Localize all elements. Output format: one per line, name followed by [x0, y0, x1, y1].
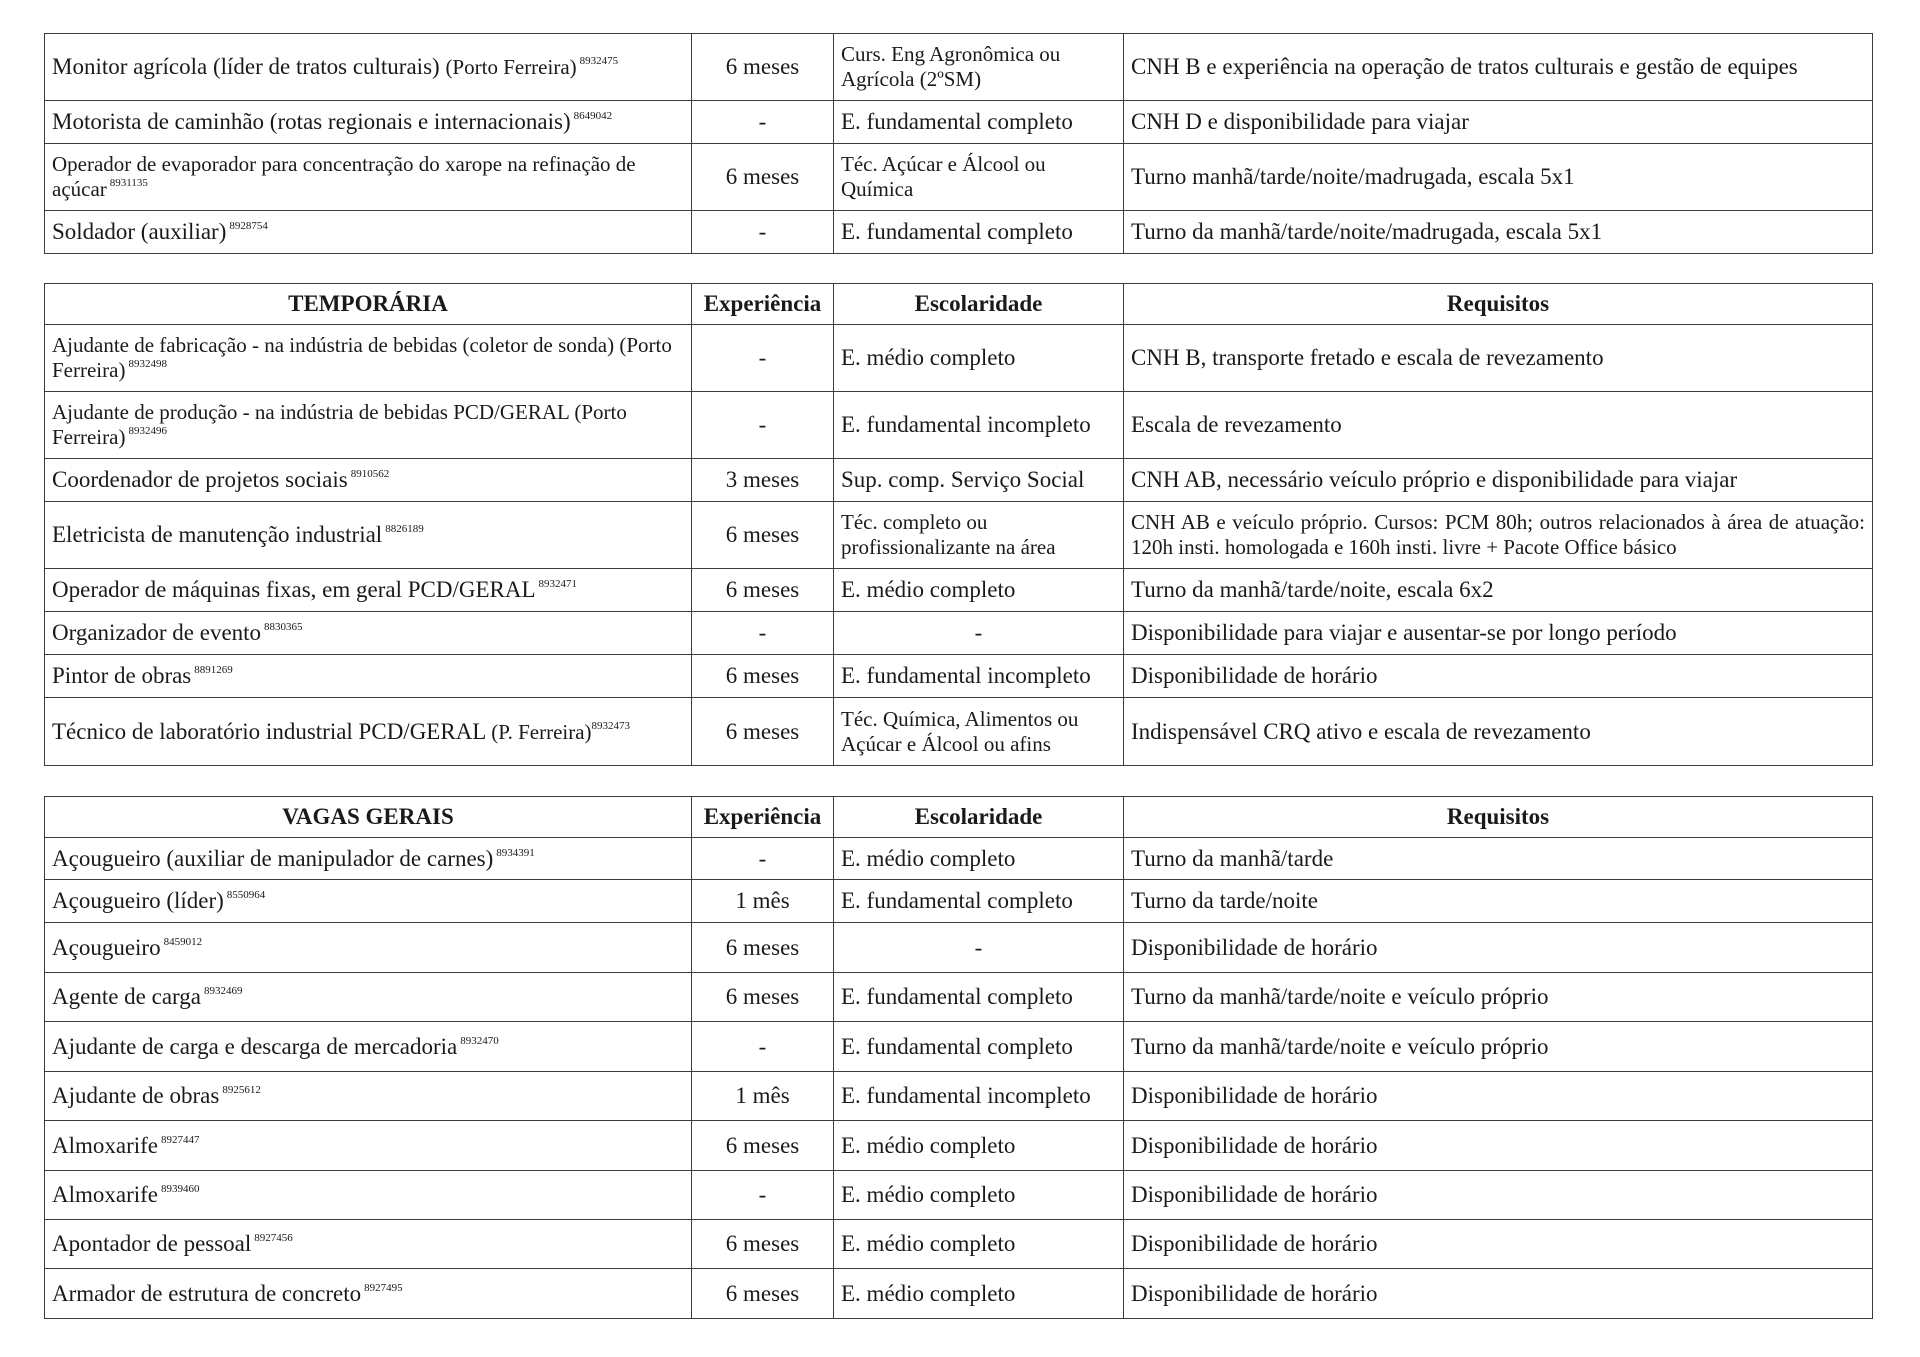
table-row — [45, 325, 1873, 392]
job-code: 8459012 — [163, 935, 203, 948]
job-title-cell: Apontador de pessoal $^{8927456}$ — [45, 1220, 692, 1269]
experience-cell: - — [692, 325, 834, 392]
job-title-cell: Operador de máquinas fixas, em geral PCD/GERAL $^{8932471}$ — [45, 569, 692, 612]
table-row — [45, 1072, 1873, 1121]
requirements-cell: Turno da manhã/tarde/noite e veículo próprio — [1124, 973, 1873, 1022]
experience-cell: 6 meses — [692, 34, 834, 101]
job-code: 8925612 — [222, 1084, 261, 1096]
experience-cell: 6 meses — [692, 1220, 834, 1269]
job-code: 8927447 — [161, 1133, 200, 1146]
education-cell: E. fundamental completo — [834, 211, 1124, 254]
job-title-cell: Almoxarife $^{8939460}$ — [45, 1171, 692, 1220]
column-header-experience: Experiência — [692, 797, 834, 838]
education-cell: E. fundamental completo — [834, 101, 1124, 144]
job-code: 8932470 — [460, 1034, 499, 1047]
table-row — [45, 211, 1873, 254]
job-title-cell: Armador de estrutura de concreto $^{8927495}$ — [45, 1269, 692, 1319]
experience-cell: 3 meses — [692, 459, 834, 502]
table-header-row — [45, 797, 1873, 838]
requirements-cell: CNH D e disponibilidade para viajar — [1124, 101, 1873, 144]
section-title: VAGAS GERAIS — [45, 797, 692, 838]
requirements-cell: Disponibilidade de horário — [1124, 1121, 1873, 1171]
experience-cell: - — [692, 838, 834, 880]
job-title-cell: Ajudante de fabricação - na indústria de bebidas (coletor de sonda) (Porto Ferreira) $^{8932498}$ — [45, 325, 692, 392]
column-header-experience: Experiência — [692, 284, 834, 325]
requirements-cell: CNH AB e veículo próprio. Cursos: PCM 80h; outros relacionados à área de atuação: 120h insti. homologada e 160h insti. livre + Pacote Office básico — [1124, 502, 1873, 569]
general-jobs-table — [44, 796, 1873, 1319]
table-row — [45, 838, 1873, 880]
job-code: 8830365 — [264, 621, 303, 633]
table-row — [45, 923, 1873, 973]
experience-cell: 6 meses — [692, 1121, 834, 1171]
job-table-continued — [44, 33, 1873, 254]
education-cell: Curs. Eng Agronômica ou Agrícola (2ºSM) — [834, 34, 1124, 101]
experience-cell: - — [692, 101, 834, 144]
education-cell: E. fundamental incompleto — [834, 1072, 1124, 1121]
table-row — [45, 502, 1873, 569]
requirements-cell: Disponibilidade de horário — [1124, 655, 1873, 698]
requirements-cell: Disponibilidade de horário — [1124, 1269, 1873, 1319]
education-cell: Sup. comp. Serviço Social — [834, 459, 1124, 502]
job-code: 8932469 — [204, 985, 243, 997]
experience-cell: 6 meses — [692, 1269, 834, 1319]
column-header-requirements: Requisitos — [1124, 797, 1873, 838]
requirements-cell: Turno da manhã/tarde — [1124, 838, 1873, 880]
requirements-cell: Disponibilidade de horário — [1124, 1220, 1873, 1269]
table-header-row — [45, 284, 1873, 325]
table-row — [45, 1220, 1873, 1269]
requirements-cell: CNH B e experiência na operação de tratos culturais e gestão de equipes — [1124, 34, 1873, 101]
job-code: 8927495 — [364, 1281, 403, 1294]
education-cell: Téc. Química, Alimentos ou Açúcar e Álcool ou afins — [834, 698, 1124, 766]
job-code: 8934391 — [496, 846, 535, 859]
education-cell: E. médio completo — [834, 1171, 1124, 1220]
job-title-cell: Açougueiro (auxiliar de manipulador de carnes) $^{8934391}$ — [45, 838, 692, 880]
job-code: 8826189 — [385, 523, 424, 535]
education-cell: - — [834, 923, 1124, 973]
requirements-cell: Disponibilidade de horário — [1124, 1072, 1873, 1121]
job-title-cell: Coordenador de projetos sociais $^{8910562}$ — [45, 459, 692, 502]
job-code: 8891269 — [194, 664, 233, 676]
job-code: 8649042 — [573, 110, 613, 122]
experience-cell: 6 meses — [692, 923, 834, 973]
education-cell: E. fundamental completo — [834, 880, 1124, 923]
job-title-cell: Motorista de caminhão (rotas regionais e internacionais) $^{8649042}$ — [45, 101, 692, 144]
education-cell: - — [834, 612, 1124, 655]
job-code: 8927456 — [254, 1232, 293, 1244]
requirements-cell: CNH B, transporte fretado e escala de revezamento — [1124, 325, 1873, 392]
section-title: TEMPORÁRIA — [45, 284, 692, 325]
job-code: 8932473 — [591, 719, 631, 732]
experience-cell: 1 mês — [692, 1072, 834, 1121]
job-code: 8932471 — [538, 578, 578, 590]
education-cell: E. fundamental incompleto — [834, 392, 1124, 459]
experience-cell: 1 mês — [692, 880, 834, 923]
table-row — [45, 144, 1873, 211]
table-row — [45, 459, 1873, 502]
temporary-jobs-table — [44, 283, 1873, 766]
experience-cell: 6 meses — [692, 569, 834, 612]
table-row — [45, 1121, 1873, 1171]
experience-cell: 6 meses — [692, 655, 834, 698]
education-cell: E. fundamental incompleto — [834, 655, 1124, 698]
job-title-cell: Açougueiro $^{8459012}$ — [45, 923, 692, 973]
table-row — [45, 34, 1873, 101]
education-cell: E. médio completo — [834, 1220, 1124, 1269]
job-title-cell: Ajudante de produção - na indústria de bebidas PCD/GERAL (Porto Ferreira) $^{8932496}$ — [45, 392, 692, 459]
table-row — [45, 569, 1873, 612]
experience-cell: - — [692, 1171, 834, 1220]
education-cell: E. fundamental completo — [834, 1022, 1124, 1072]
table-row — [45, 698, 1873, 766]
requirements-cell: Disponibilidade para viajar e ausentar-se por longo período — [1124, 612, 1873, 655]
job-title-cell: Ajudante de carga e descarga de mercadoria $^{8932470}$ — [45, 1022, 692, 1072]
job-title-cell: Técnico de laboratório industrial PCD/GERAL (P. Ferreira)$^{8932473}$ — [45, 698, 692, 766]
job-title-cell: Ajudante de obras $^{8925612}$ — [45, 1072, 692, 1121]
education-cell: E. médio completo — [834, 838, 1124, 880]
job-title-cell: Açougueiro (líder) $^{8550964}$ — [45, 880, 692, 923]
experience-cell: - — [692, 211, 834, 254]
experience-cell: - — [692, 612, 834, 655]
table-row — [45, 1022, 1873, 1072]
job-code: 8910562 — [350, 468, 390, 480]
job-location: (P. Ferreira) — [491, 719, 592, 744]
job-title-cell: Agente de carga $^{8932469}$ — [45, 973, 692, 1022]
job-title-cell: Monitor agrícola (líder de tratos culturais) (Porto Ferreira) $^{8932475}$ — [45, 34, 692, 101]
job-code: 8932496 — [128, 425, 167, 437]
experience-cell: 6 meses — [692, 698, 834, 766]
requirements-cell: Escala de revezamento — [1124, 392, 1873, 459]
requirements-cell: Disponibilidade de horário — [1124, 1171, 1873, 1220]
table-row — [45, 655, 1873, 698]
education-cell: Téc. completo ou profissionalizante na área — [834, 502, 1124, 569]
table-row — [45, 612, 1873, 655]
job-code: 8928754 — [229, 220, 268, 232]
job-title-cell: Organizador de evento $^{8830365}$ — [45, 612, 692, 655]
job-code: 8939460 — [161, 1183, 200, 1195]
job-code: 8932475 — [579, 55, 619, 67]
table-row — [45, 880, 1873, 923]
education-cell: Téc. Açúcar e Álcool ou Química — [834, 144, 1124, 211]
education-cell: E. médio completo — [834, 1121, 1124, 1171]
table-row — [45, 392, 1873, 459]
requirements-cell: Turno da manhã/tarde/noite, escala 6x2 — [1124, 569, 1873, 612]
education-cell: E. médio completo — [834, 325, 1124, 392]
job-title-cell: Eletricista de manutenção industrial $^{8826189}$ — [45, 502, 692, 569]
experience-cell: 6 meses — [692, 502, 834, 569]
experience-cell: 6 meses — [692, 973, 834, 1022]
experience-cell: - — [692, 1022, 834, 1072]
job-code: 8550964 — [226, 889, 266, 901]
requirements-cell: Indispensável CRQ ativo e escala de revezamento — [1124, 698, 1873, 766]
requirements-cell: Turno manhã/tarde/noite/madrugada, escala 5x1 — [1124, 144, 1873, 211]
table-row — [45, 973, 1873, 1022]
table-row — [45, 101, 1873, 144]
education-cell: E. médio completo — [834, 1269, 1124, 1319]
requirements-cell: Turno da manhã/tarde/noite e veículo próprio — [1124, 1022, 1873, 1072]
education-cell: E. médio completo — [834, 569, 1124, 612]
requirements-cell: Disponibilidade de horário — [1124, 923, 1873, 973]
experience-cell: - — [692, 392, 834, 459]
job-location: (Porto Ferreira) — [445, 55, 577, 79]
job-code: 8931135 — [109, 177, 148, 189]
requirements-cell: Turno da tarde/noite — [1124, 880, 1873, 923]
education-cell: E. fundamental completo — [834, 973, 1124, 1022]
job-title-cell: Pintor de obras $^{8891269}$ — [45, 655, 692, 698]
table-row — [45, 1269, 1873, 1319]
requirements-cell: CNH AB, necessário veículo próprio e disponibilidade para viajar — [1124, 459, 1873, 502]
job-title-cell: Almoxarife $^{8927447}$ — [45, 1121, 692, 1171]
table-row — [45, 1171, 1873, 1220]
experience-cell: 6 meses — [692, 144, 834, 211]
column-header-education: Escolaridade — [834, 797, 1124, 838]
job-title-cell: Operador de evaporador para concentração do xarope na refinação de açúcar $^{8931135}$ — [45, 144, 692, 211]
column-header-education: Escolaridade — [834, 284, 1124, 325]
job-code: 8932498 — [128, 358, 167, 370]
job-title-cell: Soldador (auxiliar) $^{8928754}$ — [45, 211, 692, 254]
requirements-cell: Turno da manhã/tarde/noite/madrugada, escala 5x1 — [1124, 211, 1873, 254]
column-header-requirements: Requisitos — [1124, 284, 1873, 325]
